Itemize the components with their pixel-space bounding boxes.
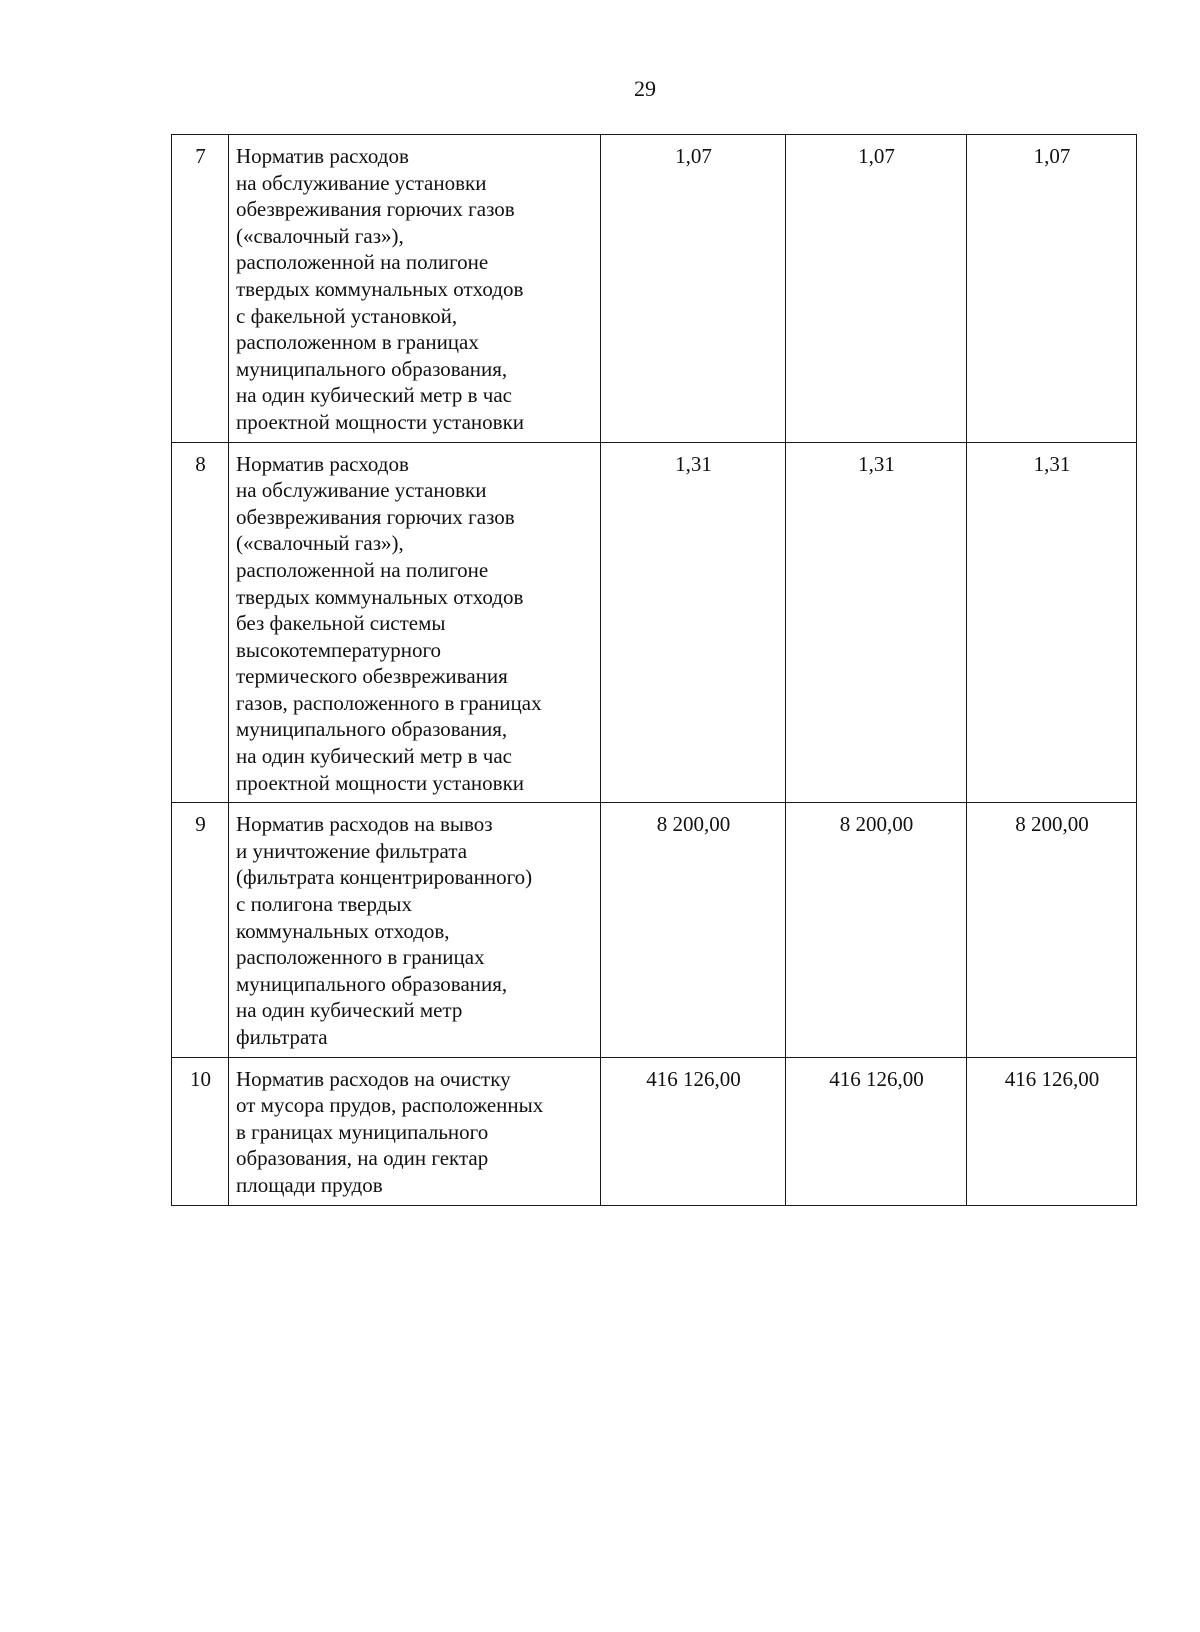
row-value-2: 8 200,00 [786,803,967,1057]
row-value-1: 416 126,00 [601,1057,786,1205]
row-value-2: 1,07 [786,135,967,443]
table-row [172,442,1137,803]
table-row [172,803,1137,1057]
row-description-text: Норматив расходов на обслуживание установки обезвреживания горючих газов («свалочный газ»), расположенной на полигоне твердых коммунальных отходов с факельной установкой, расположенном в границах муниципального образования, на один кубический метр в час проектной мощности установки [236,144,525,434]
row-value-2: 416 126,00 [786,1057,967,1205]
table-row [172,135,1137,443]
row-value-3: 8 200,00 [967,803,1137,1057]
row-number: 10 [172,1057,229,1205]
page-number: 29 [634,76,656,101]
row-value-2: 1,31 [786,442,967,803]
row-value-3: 416 126,00 [967,1057,1137,1205]
norms-table [171,134,1137,1206]
row-description [229,1057,601,1205]
row-value-3: 1,31 [967,442,1137,803]
row-description-text: Норматив расходов на очистку от мусора прудов, расположенных в границах муниципального образования, на один гектар площади прудов [236,1066,544,1197]
row-description [229,442,601,803]
row-number: 8 [172,442,229,803]
row-number: 7 [172,135,229,443]
row-number: 9 [172,803,229,1057]
row-description-text: Норматив расходов на вывоз и уничтожение фильтрата (фильтрата концентрированного) с полигона твердых коммунальных отходов, расположенного в границах муниципального образования, на один кубический метр фильтрата [236,812,533,1049]
row-description-text: Норматив расходов на обслуживание установки обезвреживания горючих газов («свалочный газ»), расположенной на полигоне твердых коммунальных отходов без факельной системы высокотемпературного термического обезвреживания газов, расположенного в границах муниципального образования, на один кубический метр в час проектной мощности установки [236,451,542,795]
row-value-3: 1,07 [967,135,1137,443]
row-value-1: 1,07 [601,135,786,443]
row-value-1: 1,31 [601,442,786,803]
row-value-1: 8 200,00 [601,803,786,1057]
row-description [229,803,601,1057]
row-description [229,135,601,443]
table-row [172,1057,1137,1205]
